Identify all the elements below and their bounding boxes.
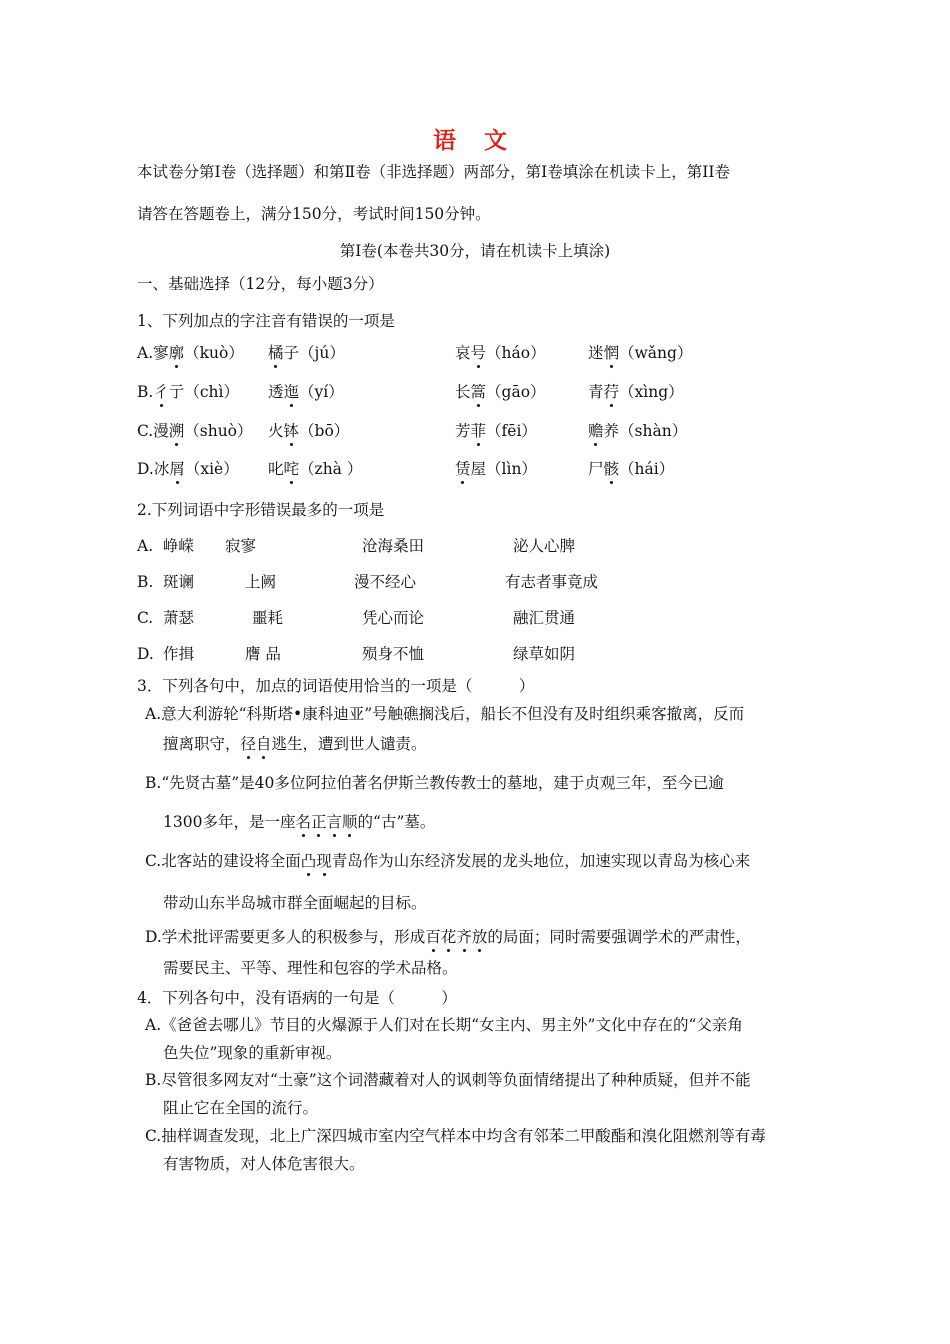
q2-option-c-word-1: 萧瑟 <box>163 609 195 627</box>
q4-stem: 4．下列各句中，没有语病的一句是（ ） <box>137 989 457 1007</box>
q1-option-a-item-4: 迷惘（wǎng） <box>588 344 693 362</box>
pinyin: （wǎng） <box>619 344 693 362</box>
q3-dotted-word-a: 径自 <box>240 735 272 753</box>
q3-stem: 3．下列各句中，加点的词语使用恰当的一项是（ ） <box>137 677 535 695</box>
pinyin: （shuò） <box>184 422 253 440</box>
q3-option-d-line1: D.学术批评需要更多人的积极参与，形成百花齐放的局面；同时需要强调学术的严肃性， <box>145 928 751 946</box>
q2-option-a-word-3: 沧海桑田 <box>362 537 425 555</box>
q2-option-d-word-4: 绿草如阴 <box>513 645 576 663</box>
dotted-char: 迤 <box>283 383 300 401</box>
q1-stem: 1、下列加点的字注音有错误的一项是 <box>137 312 395 330</box>
q1-option-c-item-3: 芳菲（fēi） <box>455 422 537 440</box>
dotted-char: 廓 <box>168 344 185 362</box>
pinyin: （xiè） <box>184 460 239 478</box>
dotted-char: 赁 <box>455 460 471 478</box>
option-label: A. <box>137 344 154 362</box>
pinyin: （bō） <box>299 422 350 440</box>
q2-stem: 2.下列词语中字形错误最多的一项是 <box>137 501 385 519</box>
dotted-char: 菲 <box>470 422 487 440</box>
q1-option-c-item-4: 赡养（shàn） <box>588 422 688 440</box>
dotted-char: 号 <box>470 344 487 362</box>
pinyin: （gāo） <box>486 383 546 401</box>
dotted-char: 溯 <box>168 422 185 440</box>
pinyin: （chì） <box>184 383 239 401</box>
q2-option-a-label: A. <box>137 537 154 555</box>
q1-option-a-item-3: 哀号（háo） <box>455 344 546 362</box>
q1-option-b-item-1: B.彳亍（chì） <box>137 383 239 401</box>
pinyin: （shàn） <box>619 422 688 440</box>
q2-option-b-label: B. <box>137 573 154 591</box>
q2-option-d-word-1: 作揖 <box>163 645 195 663</box>
pinyin: （zhà ） <box>299 460 363 478</box>
dotted-char: 荇 <box>603 383 620 401</box>
dotted-char: 篙 <box>470 383 487 401</box>
pinyin: （kuò） <box>184 344 244 362</box>
dotted-char: 惘 <box>603 344 620 362</box>
q1-option-d-item-4: 尸骸（hái） <box>588 460 675 478</box>
q3-option-d-line2: 需要民主、平等、理性和包容的学术品格。 <box>163 959 458 977</box>
q3-dotted-word-b: 名正言顺 <box>295 813 358 831</box>
dotted-char: 骸 <box>603 460 620 478</box>
pinyin: （hái） <box>619 460 675 478</box>
q3-option-a-line2: 擅离职守，径自逃生，遭到世人谴责。 <box>163 735 427 753</box>
option-label: D. <box>137 460 154 478</box>
q2-option-a-word-1: 峥嵘 <box>163 537 195 555</box>
intro-line-2: 请答在答题卷上，满分150分，考试时间150分钟。 <box>137 205 491 223</box>
pinyin: （lìn） <box>486 460 537 478</box>
q2-option-b-word-2: 上阙 <box>245 573 277 591</box>
q3-option-b-line1: B.“先贤古墓”是40多位阿拉伯著名伊斯兰教传教士的墓地，建于贞观三年，至今已逾 <box>145 774 724 792</box>
q2-option-d-word-2: 膺 品 <box>245 645 281 663</box>
dotted-char: 钵 <box>283 422 300 440</box>
q1-option-c-item-2: 火钵（bō） <box>268 422 350 440</box>
intro-line-1: 本试卷分第Ⅰ卷（选择题）和第Ⅱ卷（非选择题）两部分，第Ⅰ卷填涂在机读卡上，第II卷 <box>137 163 731 181</box>
q1-option-d-item-1: D.冰屑（xiè） <box>137 460 239 478</box>
pinyin: （fēi） <box>486 422 537 440</box>
q3-option-c-line2: 带动山东半岛城市群全面崛起的目标。 <box>163 894 427 912</box>
q2-option-b-word-4: 有志者事竟成 <box>505 573 599 591</box>
q2-option-c-word-3: 凭心而论 <box>362 609 425 627</box>
option-label: C. <box>137 422 154 440</box>
q2-option-d-label: D. <box>137 645 154 663</box>
dotted-char: 橘 <box>268 344 284 362</box>
q2-option-d-word-3: 殒身不恤 <box>362 645 425 663</box>
q3-option-b-line2: 1300多年，是一座名正言顺的“古”墓。 <box>163 813 436 831</box>
volume1-heading: 第Ⅰ卷(本卷共30分，请在机读卡上填涂) <box>339 242 611 260</box>
pinyin: （jú） <box>299 344 345 362</box>
q3-dotted-word-d: 百花齐放 <box>425 928 488 946</box>
q4-option-b-line1: B.尽管很多网友对“土豪”这个词潜藏着对人的讽刺等负面情绪提出了种种质疑，但并不能 <box>145 1071 751 1089</box>
q1-option-d-item-3: 赁屋（lìn） <box>455 460 537 478</box>
q4-option-c-line1: C.抽样调查发现，北上广深四城市室内空气样本中均含有邻苯二甲酸酯和溴化阻燃剂等有毒 <box>145 1127 766 1145</box>
q1-option-a-item-1: A.寥廓（kuò） <box>137 344 244 362</box>
dotted-char: 赡 <box>588 422 604 440</box>
q2-option-c-label: C. <box>137 609 154 627</box>
q4-option-a-line2: 色失位”现象的重新审视。 <box>163 1044 342 1062</box>
q2-option-c-word-4: 融汇贯通 <box>513 609 576 627</box>
q2-option-c-word-2: 噩耗 <box>252 609 284 627</box>
q1-option-a-item-2: 橘子（jú） <box>268 344 345 362</box>
section1-heading: 一、基础选择（12分，每小题3分） <box>137 275 384 293</box>
option-label: B. <box>137 383 154 401</box>
q1-option-c-item-1: C.漫溯（shuò） <box>137 422 253 440</box>
q3-dotted-word-c: 凸现 <box>300 852 332 870</box>
q2-option-a-word-4: 泌人心脾 <box>513 537 576 555</box>
pinyin: （xìng） <box>619 383 684 401</box>
q4-option-a-line1: A.《爸爸去哪儿》节目的火爆源于人们对在长期“女主内、男主外”文化中存在的“父亲角 <box>145 1016 743 1034</box>
q1-option-b-item-4: 青荇（xìng） <box>588 383 684 401</box>
pinyin: （háo） <box>486 344 546 362</box>
q4-option-c-line2: 有害物质，对人体危害很大。 <box>163 1155 365 1173</box>
q3-option-a-line1: A.意大利游轮“科斯塔•康科迪亚”号触礁搁浅后，船长不但没有及时组织乘客撤离，反而 <box>145 705 745 723</box>
dotted-char: 屑 <box>169 460 185 478</box>
q2-option-a-word-2: 寂寥 <box>225 537 257 555</box>
dotted-char: 咤 <box>283 460 300 478</box>
q3-option-c-line1: C.北客站的建设将全面凸现青岛作为山东经济发展的龙头地位，加速实现以青岛为核心来 <box>145 852 751 870</box>
q2-option-b-word-3: 漫不经心 <box>354 573 417 591</box>
pinyin: （yí） <box>299 383 344 401</box>
dotted-char: 彳 <box>153 383 169 401</box>
q2-option-b-word-1: 斑谰 <box>163 573 195 591</box>
q1-option-b-item-3: 长篙（gāo） <box>455 383 546 401</box>
page-title: 语 文 <box>432 127 517 154</box>
q4-option-b-line2: 阻止它在全国的流行。 <box>163 1099 319 1117</box>
q1-option-b-item-2: 透迤（yí） <box>268 383 344 401</box>
q1-option-d-item-2: 叱咤（zhà ） <box>268 460 363 478</box>
